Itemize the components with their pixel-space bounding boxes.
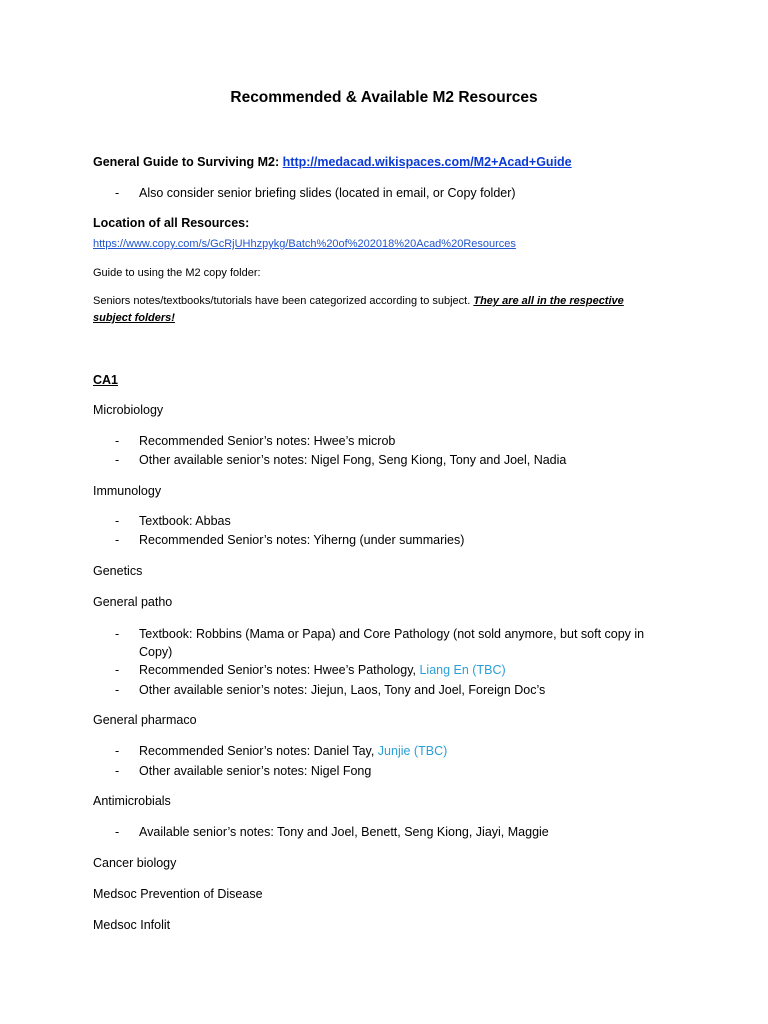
general-pharmaco-item: Other available senior’s notes: Nigel Fong (139, 764, 372, 778)
general-pharmaco-item (139, 742, 679, 760)
antimicrobials-heading: Antimicrobials (93, 794, 171, 808)
bullet-dash: - (115, 533, 120, 547)
general-guide-link[interactable]: http://medacad.wikispaces.com/M2+Acad+Guide (282, 155, 572, 169)
bullet-dash: - (115, 683, 120, 697)
prevention-heading: Medsoc Prevention of Disease (93, 887, 263, 901)
senior-briefing-note: Also consider senior briefing slides (located in email, or Copy folder) (139, 186, 516, 200)
general-pharmaco-heading: General pharmaco (93, 713, 197, 727)
bullet-dash: - (115, 764, 120, 778)
antimicrobials-item: Available senior’s notes: Tony and Joel, Benett, Seng Kiong, Jiayi, Maggie (139, 825, 549, 839)
general-patho-item-text: Recommended Senior’s notes: Hwee’s Pathology, (139, 663, 420, 677)
seniors-note-emphasis-1: They are all in the respective (473, 295, 624, 307)
seniors-note (93, 293, 673, 327)
immunology-heading: Immunology (93, 484, 162, 498)
location-link-line (93, 235, 693, 252)
microbiology-heading: Microbiology (93, 403, 164, 417)
general-patho-heading: General patho (93, 595, 173, 609)
general-guide-line (93, 154, 693, 170)
general-guide-label: General Guide to Surviving M2: (93, 155, 280, 169)
copy-folder-guide: Guide to using the M2 copy folder: (93, 267, 261, 279)
microbiology-item: Other available senior’s notes: Nigel Fong, Seng Kiong, Tony and Joel, Nadia (139, 453, 567, 467)
page-title: Recommended & Available M2 Resources (230, 89, 538, 106)
general-patho-item-line: Textbook: Robbins (Mama or Papa) and Core Pathology (not sold anymore, but soft copy in (139, 627, 645, 641)
ca1-heading: CA1 (93, 373, 119, 387)
bullet-dash: - (115, 744, 120, 758)
immunology-item: Textbook: Abbas (139, 514, 231, 528)
seniors-note-emphasis-2: subject folders! (93, 312, 175, 324)
bullet-dash: - (115, 825, 120, 839)
infolit-heading: Medsoc Infolit (93, 918, 171, 932)
bullet-dash: - (115, 186, 120, 200)
general-pharmaco-item-text: Recommended Senior’s notes: Daniel Tay, (139, 744, 378, 758)
cancer-biology-heading: Cancer biology (93, 856, 177, 870)
microbiology-item: Recommended Senior’s notes: Hwee’s microb (139, 434, 396, 448)
general-patho-item-line: Copy) (139, 645, 173, 659)
bullet-dash: - (115, 434, 120, 448)
location-label: Location of all Resources: (93, 216, 250, 230)
tbc-name: Liang En (TBC) (419, 663, 506, 677)
location-link[interactable]: https://www.copy.com/s/GcRjUHhzpykg/Batch%20of%202018%20Acad%20Resources (93, 238, 516, 250)
general-patho-item (139, 625, 679, 661)
genetics-heading: Genetics (93, 564, 143, 578)
immunology-item: Recommended Senior’s notes: Yiherng (under summaries) (139, 533, 465, 547)
bullet-dash: - (115, 627, 120, 641)
seniors-note-text: Seniors notes/textbooks/tutorials have been categorized according to subject. (93, 295, 471, 307)
tbc-name: Junjie (TBC) (377, 744, 448, 758)
general-patho-item: Other available senior’s notes: Jiejun, Laos, Tony and Joel, Foreign Doc’s (139, 683, 546, 697)
bullet-dash: - (115, 453, 120, 467)
bullet-dash: - (115, 514, 120, 528)
general-patho-item (139, 661, 679, 679)
bullet-dash: - (115, 663, 120, 677)
